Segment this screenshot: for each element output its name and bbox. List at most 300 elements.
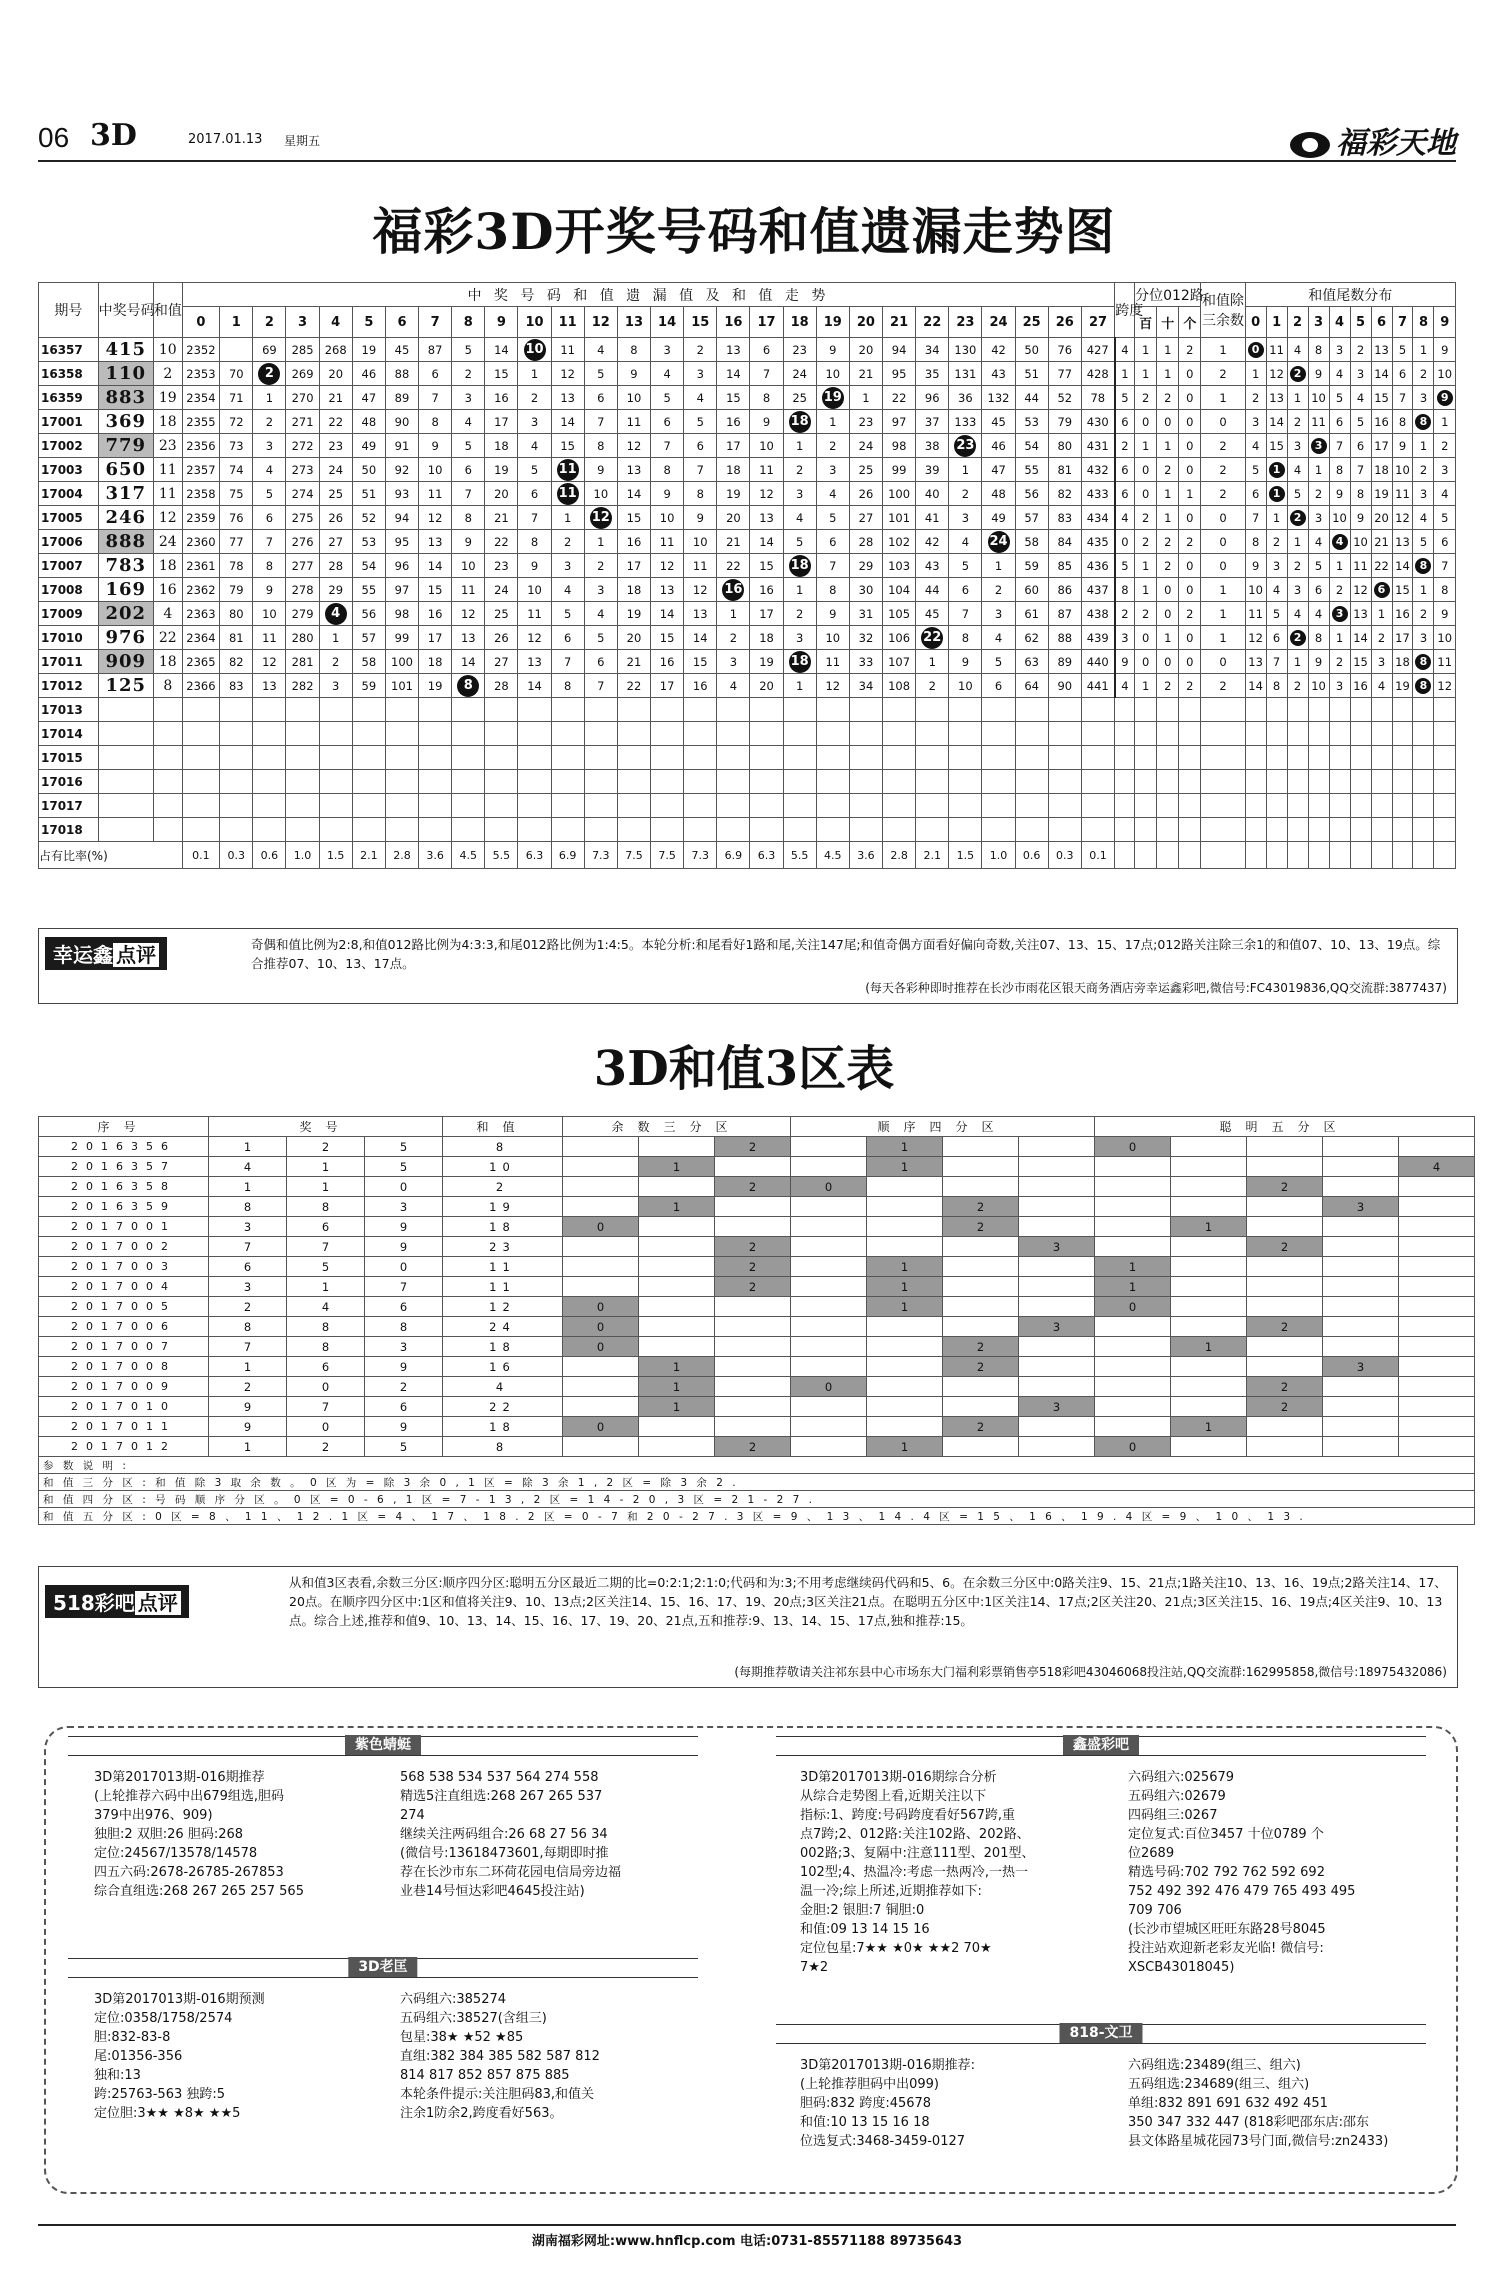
rec-line: 379中出976、909) bbox=[94, 1808, 213, 1823]
tail-cell: 9 bbox=[1329, 482, 1350, 506]
sum-col-header: 24 bbox=[982, 307, 1015, 338]
sum-value: 11 bbox=[153, 458, 182, 482]
sum-cell: 34 bbox=[916, 338, 949, 362]
sum-cell: 11 bbox=[452, 578, 485, 602]
sum-cell: 37 bbox=[916, 410, 949, 434]
sum-cell: 87 bbox=[1048, 602, 1081, 626]
empty-cell bbox=[849, 746, 882, 770]
zone-cell bbox=[639, 1317, 715, 1337]
zone-cell bbox=[943, 1397, 1019, 1417]
empty-cell bbox=[1245, 770, 1266, 794]
empty-cell bbox=[385, 818, 418, 842]
empty-cell bbox=[1329, 818, 1350, 842]
rem-value: 2 bbox=[1201, 362, 1245, 386]
empty-cell bbox=[750, 722, 783, 746]
sum-cell: 7 bbox=[551, 650, 584, 674]
dist-value: 1 bbox=[1179, 482, 1201, 506]
zone-cell: 1 bbox=[867, 1297, 943, 1317]
tail-cell: 2 bbox=[1329, 650, 1350, 674]
empty-cell bbox=[1434, 698, 1456, 722]
sum-cell: 12 bbox=[617, 434, 650, 458]
sum-cell: 3 bbox=[783, 482, 816, 506]
rec-line: 102型;4、热温冷:考虑一热两冷,一热一 bbox=[800, 1865, 1028, 1880]
rec-line: 定位胆:3★★ ★8★ ★★5 bbox=[94, 2106, 241, 2121]
page-title: 福彩3D开奖号码和值遗漏走势图 bbox=[372, 202, 1116, 261]
rec-line: 和值:09 13 14 15 16 bbox=[800, 1922, 930, 1937]
zone-cell: 1 bbox=[867, 1257, 943, 1277]
empty-cell bbox=[1434, 842, 1456, 869]
zone-digit: 6 bbox=[365, 1397, 443, 1417]
span-value: 2 bbox=[1115, 602, 1135, 626]
dist-value: 0 bbox=[1179, 506, 1201, 530]
zone-cell bbox=[1019, 1137, 1095, 1157]
zone-cell bbox=[791, 1357, 867, 1377]
rate-value: 6.9 bbox=[717, 842, 750, 869]
empty-cell bbox=[485, 698, 518, 722]
dist-value: 0 bbox=[1135, 458, 1157, 482]
sum-cell: 9 bbox=[584, 458, 617, 482]
sum-cell: 54 bbox=[352, 554, 385, 578]
tag-b: 点评 bbox=[135, 1591, 181, 1615]
sum-cell: 1 bbox=[717, 602, 750, 626]
sum-cell: 3 bbox=[253, 434, 286, 458]
zone-cell: 2 bbox=[943, 1357, 1019, 1377]
rec-line: 指标:1、跨度:号码跨度看好567跨,重 bbox=[800, 1808, 1015, 1823]
zone-cell bbox=[1399, 1337, 1475, 1357]
sum-col-header: 13 bbox=[617, 307, 650, 338]
empty-cell bbox=[1287, 770, 1308, 794]
sum-cell: 94 bbox=[883, 338, 916, 362]
empty-cell bbox=[849, 770, 882, 794]
sum-cell: 88 bbox=[385, 362, 418, 386]
zone-digit: 6 bbox=[209, 1257, 287, 1277]
zone-cell: 4 bbox=[1399, 1157, 1475, 1177]
rate-value: 3.6 bbox=[849, 842, 882, 869]
rec-line: 3D第2017013期-016期综合分析 bbox=[800, 1770, 997, 1785]
sum-cell: 58 bbox=[1015, 530, 1048, 554]
zone-cell bbox=[791, 1397, 867, 1417]
empty-cell bbox=[1266, 698, 1287, 722]
zone-cell bbox=[639, 1277, 715, 1297]
sum-cell: 275 bbox=[286, 506, 319, 530]
empty-cell bbox=[319, 818, 352, 842]
empty-cell bbox=[319, 698, 352, 722]
dist-value: 2 bbox=[1179, 530, 1201, 554]
empty-cell bbox=[816, 794, 849, 818]
zone-issue: 2016358 bbox=[39, 1177, 209, 1197]
sum-cell: 58 bbox=[352, 650, 385, 674]
zone-cell bbox=[791, 1297, 867, 1317]
zone-cell bbox=[1019, 1197, 1095, 1217]
empty-cell bbox=[1245, 698, 1266, 722]
empty-cell bbox=[485, 794, 518, 818]
box-bar-laokuang bbox=[68, 1958, 698, 1978]
empty-cell bbox=[883, 770, 916, 794]
sum-cell: 42 bbox=[916, 530, 949, 554]
sum-cell: 25 bbox=[485, 602, 518, 626]
zone-cell: 0 bbox=[563, 1317, 639, 1337]
zone-cell bbox=[1095, 1317, 1171, 1337]
empty-cell bbox=[98, 746, 153, 770]
tail-cell bbox=[1371, 578, 1392, 602]
dist-value: 2 bbox=[1135, 506, 1157, 530]
empty-cell bbox=[286, 818, 319, 842]
sum-cell: 48 bbox=[982, 482, 1015, 506]
sum-cell: 7 bbox=[750, 362, 783, 386]
sum-cell: 7 bbox=[584, 674, 617, 698]
empty-cell bbox=[1413, 818, 1434, 842]
zone-cell: 0 bbox=[563, 1297, 639, 1317]
sum-cell: 269 bbox=[286, 362, 319, 386]
zone-issue: 2017007 bbox=[39, 1337, 209, 1357]
tail-cell: 7 bbox=[1350, 458, 1371, 482]
zone-cell: 2 bbox=[715, 1237, 791, 1257]
zone-title: 3D和值3区表 bbox=[593, 1041, 895, 1097]
empty-cell bbox=[617, 818, 650, 842]
sum-cell: 20 bbox=[717, 506, 750, 530]
tail-col-header: 7 bbox=[1392, 307, 1413, 338]
sum-cell: 31 bbox=[849, 602, 882, 626]
zone-digit: 0 bbox=[365, 1177, 443, 1197]
sum-cell: 79 bbox=[1048, 410, 1081, 434]
empty-cell bbox=[1245, 722, 1266, 746]
winning-number: 779 bbox=[98, 434, 153, 458]
zone-issue: 2016357 bbox=[39, 1157, 209, 1177]
dist-value: 2 bbox=[1135, 602, 1157, 626]
sum-cell: 24 bbox=[849, 434, 882, 458]
sum-cell: 10 bbox=[518, 578, 551, 602]
zone-cell bbox=[943, 1137, 1019, 1157]
zone-issue: 2016359 bbox=[39, 1197, 209, 1217]
empty-cell bbox=[1308, 722, 1329, 746]
zone-sum: 23 bbox=[443, 1237, 563, 1257]
rate-value: 7.5 bbox=[651, 842, 684, 869]
dist-value: 1 bbox=[1135, 554, 1157, 578]
sum-cell: 100 bbox=[385, 650, 418, 674]
sum-cell: 8 bbox=[419, 410, 452, 434]
sum-cell: 8 bbox=[750, 386, 783, 410]
dist-value: 2 bbox=[1135, 386, 1157, 410]
sum-cell: 5 bbox=[949, 554, 982, 578]
tail-cell: 5 bbox=[1308, 554, 1329, 578]
zone-cell bbox=[1171, 1257, 1247, 1277]
empty-cell bbox=[783, 770, 816, 794]
sum-cell: 278 bbox=[286, 578, 319, 602]
sum-cell: 8 bbox=[518, 530, 551, 554]
dist-value: 1 bbox=[1157, 338, 1179, 362]
rate-value: 7.3 bbox=[684, 842, 717, 869]
sum-value: 12 bbox=[153, 506, 182, 530]
sum-cell: 4 bbox=[584, 602, 617, 626]
rate-value: 1.5 bbox=[319, 842, 352, 869]
empty-cell bbox=[651, 770, 684, 794]
sum-cell bbox=[949, 434, 982, 458]
span-value: 4 bbox=[1115, 506, 1135, 530]
sum-cell: 5 bbox=[584, 626, 617, 650]
empty-cell bbox=[182, 698, 220, 722]
rate-value: 2.1 bbox=[352, 842, 385, 869]
tail-cell: 4 bbox=[1287, 338, 1308, 362]
sum-cell: 6 bbox=[750, 338, 783, 362]
sum-cell: 5 bbox=[452, 338, 485, 362]
sum-cell: 22 bbox=[717, 554, 750, 578]
comment-text: 奇偶和值比例为2:8,和值012路比例为4:3:3,和尾012路比例为1:4:5。本轮分析:和尾看好1路和尾,关注147尾;和值奇偶方面看好偏向奇数,关注07、13、15、17点;012路关注除三余1的和值07、10、13、19点。综合推荐07、10、13、17点。 bbox=[251, 937, 1441, 971]
dist-value: 0 bbox=[1179, 626, 1201, 650]
empty-cell bbox=[518, 722, 551, 746]
span-value: 4 bbox=[1115, 674, 1135, 698]
sum-cell: 2364 bbox=[182, 626, 220, 650]
sum-cell: 97 bbox=[385, 578, 418, 602]
sum-col-header: 22 bbox=[916, 307, 949, 338]
empty-cell bbox=[1329, 794, 1350, 818]
box-c-right bbox=[400, 1990, 700, 2123]
empty-cell bbox=[253, 794, 286, 818]
rec-line: 业巷14号恒达彩吧4645投注站) bbox=[400, 1884, 585, 1899]
empty-cell bbox=[816, 818, 849, 842]
sum-cell: 7 bbox=[684, 458, 717, 482]
zone-cell bbox=[1171, 1177, 1247, 1197]
sum-cell: 8 bbox=[684, 482, 717, 506]
sum-cell: 12 bbox=[750, 482, 783, 506]
empty-cell bbox=[1135, 722, 1157, 746]
zone-sum: 2 bbox=[443, 1177, 563, 1197]
sum-cell: 22 bbox=[883, 386, 916, 410]
comment-note: (每期推荐敬请关注祁东县中心市场东大门福利彩票销售亭518彩吧43046068投注站,QQ交流群:162995858,微信号:18975432086) bbox=[734, 1665, 1447, 1679]
empty-cell bbox=[220, 818, 253, 842]
zone-cell: 2 bbox=[715, 1437, 791, 1457]
empty-cell bbox=[485, 746, 518, 770]
sum-col-header: 27 bbox=[1081, 307, 1114, 338]
empty-cell bbox=[182, 794, 220, 818]
sum-cell: 16 bbox=[750, 578, 783, 602]
sum-cell: 81 bbox=[1048, 458, 1081, 482]
zone-cell: 0 bbox=[563, 1337, 639, 1357]
box-bar-818 bbox=[776, 2024, 1426, 2044]
tail-cell: 1 bbox=[1287, 386, 1308, 410]
sum-cell: 270 bbox=[286, 386, 319, 410]
sum-cell: 5 bbox=[816, 506, 849, 530]
dist-value: 0 bbox=[1135, 410, 1157, 434]
tag-a: 幸运鑫 bbox=[53, 943, 113, 967]
rec-line: 精选号码:702 792 762 592 692 bbox=[1128, 1865, 1325, 1880]
tail-cell: 5 bbox=[1392, 338, 1413, 362]
zone-cell bbox=[1399, 1317, 1475, 1337]
sum-cell: 3 bbox=[651, 338, 684, 362]
sum-cell: 9 bbox=[684, 506, 717, 530]
rec-line: XSCB43018045) bbox=[1128, 1960, 1235, 1975]
span-value: 6 bbox=[1115, 410, 1135, 434]
empty-cell bbox=[385, 698, 418, 722]
winning-number: 650 bbox=[98, 458, 153, 482]
zone-cell bbox=[639, 1437, 715, 1457]
empty-cell bbox=[1392, 746, 1413, 770]
tail-col-header: 6 bbox=[1371, 307, 1392, 338]
zone-cell: 1 bbox=[1171, 1337, 1247, 1357]
tail-cell: 11 bbox=[1308, 410, 1329, 434]
tail-cell: 10 bbox=[1245, 578, 1266, 602]
tail-cell: 4 bbox=[1287, 602, 1308, 626]
sum-cell: 18 bbox=[617, 578, 650, 602]
sum-cell: 85 bbox=[1048, 554, 1081, 578]
empty-cell bbox=[1392, 794, 1413, 818]
tail-cell: 6 bbox=[1392, 362, 1413, 386]
tail-cell: 13 bbox=[1350, 602, 1371, 626]
sum-cell: 16 bbox=[485, 386, 518, 410]
empty-cell bbox=[1015, 722, 1048, 746]
empty-cell bbox=[651, 698, 684, 722]
sum-cell: 30 bbox=[849, 578, 882, 602]
empty-cell bbox=[286, 746, 319, 770]
empty-cell bbox=[153, 722, 182, 746]
span-value: 5 bbox=[1115, 386, 1135, 410]
sum-col-header: 18 bbox=[783, 307, 816, 338]
sum-cell: 26 bbox=[849, 482, 882, 506]
empty-cell bbox=[717, 818, 750, 842]
dist-value: 0 bbox=[1135, 650, 1157, 674]
sum-cell: 13 bbox=[419, 530, 452, 554]
rate-value: 0.6 bbox=[253, 842, 286, 869]
zone-issue: 2017009 bbox=[39, 1377, 209, 1397]
sum-cell: 17 bbox=[617, 554, 650, 578]
sum-cell: 59 bbox=[1015, 554, 1048, 578]
sum-cell: 12 bbox=[452, 602, 485, 626]
zone-digit: 2 bbox=[209, 1297, 287, 1317]
zone-cell bbox=[943, 1317, 1019, 1337]
tail-cell bbox=[1308, 434, 1329, 458]
empty-cell bbox=[153, 794, 182, 818]
sum-cell: 2 bbox=[584, 554, 617, 578]
empty-cell bbox=[452, 818, 485, 842]
rec-line: 本轮条件提示:关注胆码83,和值关 bbox=[400, 2087, 595, 2102]
sum-cell: 17 bbox=[419, 626, 452, 650]
empty-cell bbox=[1308, 770, 1329, 794]
sum-col-header: 23 bbox=[949, 307, 982, 338]
sum-cell: 2 bbox=[783, 602, 816, 626]
empty-cell bbox=[419, 794, 452, 818]
sum-cell: 7 bbox=[452, 482, 485, 506]
empty-cell bbox=[153, 698, 182, 722]
sum-cell: 9 bbox=[419, 434, 452, 458]
zone-sum: 11 bbox=[443, 1257, 563, 1277]
tail-cell: 2 bbox=[1287, 674, 1308, 698]
tail-cell: 1 bbox=[1434, 410, 1456, 434]
zone-digit: 2 bbox=[209, 1377, 287, 1397]
empty-cell bbox=[1371, 722, 1392, 746]
tail-cell: 7 bbox=[1434, 554, 1456, 578]
winning-number: 883 bbox=[98, 386, 153, 410]
empty-cell bbox=[452, 770, 485, 794]
sum-cell: 15 bbox=[551, 434, 584, 458]
sum-value: 19 bbox=[153, 386, 182, 410]
zone-table bbox=[38, 1116, 1475, 1525]
zone-cell bbox=[791, 1437, 867, 1457]
sum-cell: 11 bbox=[651, 530, 684, 554]
zone-row bbox=[39, 1137, 1475, 1157]
sum-cell: 285 bbox=[286, 338, 319, 362]
sum-cell: 60 bbox=[1015, 578, 1048, 602]
empty-cell bbox=[783, 698, 816, 722]
sum-cell: 280 bbox=[286, 626, 319, 650]
zone-cell bbox=[1399, 1197, 1475, 1217]
sum-cell: 55 bbox=[1015, 458, 1048, 482]
issue-id: 17002 bbox=[39, 434, 99, 458]
tail-cell: 11 bbox=[1392, 482, 1413, 506]
sum-cell: 10 bbox=[684, 530, 717, 554]
sum-cell: 279 bbox=[286, 602, 319, 626]
rec-line: 四码组三:0267 bbox=[1128, 1808, 1218, 1823]
sum-col-header: 12 bbox=[584, 307, 617, 338]
sum-cell: 55 bbox=[352, 578, 385, 602]
sum-cell: 99 bbox=[883, 458, 916, 482]
sum-cell: 18 bbox=[717, 458, 750, 482]
empty-cell bbox=[220, 746, 253, 770]
tail-cell: 4 bbox=[1413, 506, 1434, 530]
empty-cell bbox=[1201, 770, 1245, 794]
sum-cell: 6 bbox=[684, 434, 717, 458]
sum-cell: 52 bbox=[1048, 386, 1081, 410]
tail-cell: 5 bbox=[1266, 602, 1287, 626]
sum-cell: 14 bbox=[419, 554, 452, 578]
zone-digit: 3 bbox=[365, 1197, 443, 1217]
zone-cell bbox=[1171, 1197, 1247, 1217]
empty-cell bbox=[1245, 746, 1266, 770]
sum-cell: 2 bbox=[253, 410, 286, 434]
sum-cell: 91 bbox=[385, 434, 418, 458]
zone-cell bbox=[1095, 1417, 1171, 1437]
hit-ball: 4 bbox=[325, 603, 347, 625]
sum-col-header: 11 bbox=[551, 307, 584, 338]
zone-cell: 2 bbox=[943, 1197, 1019, 1217]
zone-cell bbox=[1095, 1377, 1171, 1397]
sum-cell: 10 bbox=[253, 602, 286, 626]
sum-cell: 6 bbox=[452, 458, 485, 482]
zone-cell: 1 bbox=[867, 1137, 943, 1157]
empty-cell bbox=[1245, 842, 1266, 869]
empty-cell bbox=[717, 770, 750, 794]
tail-cell: 15 bbox=[1266, 434, 1287, 458]
rem-value: 0 bbox=[1201, 410, 1245, 434]
empty-cell bbox=[617, 746, 650, 770]
empty-cell bbox=[916, 698, 949, 722]
zone-issue: 2017001 bbox=[39, 1217, 209, 1237]
trend-row bbox=[39, 458, 1456, 482]
tail-cell: 5 bbox=[1245, 458, 1266, 482]
empty-cell bbox=[1115, 794, 1135, 818]
empty-cell bbox=[1413, 842, 1434, 869]
sum-cell: 2366 bbox=[182, 674, 220, 698]
rec-line: 点7跨;2、012路:关注102路、202路、 bbox=[800, 1827, 1030, 1842]
sum-cell: 49 bbox=[352, 434, 385, 458]
sum-cell: 15 bbox=[750, 554, 783, 578]
zone-cell bbox=[1171, 1317, 1247, 1337]
sum-cell: 35 bbox=[916, 362, 949, 386]
dist-value: 1 bbox=[1135, 338, 1157, 362]
zone-sum: 18 bbox=[443, 1217, 563, 1237]
dist-value: 0 bbox=[1157, 410, 1179, 434]
issue-id: 17010 bbox=[39, 626, 99, 650]
tail-cell: 6 bbox=[1434, 530, 1456, 554]
sum-cell: 24 bbox=[319, 458, 352, 482]
empty-cell bbox=[982, 722, 1015, 746]
zone-cell: 2 bbox=[715, 1277, 791, 1297]
zone-cell bbox=[1399, 1297, 1475, 1317]
issue-id: 17011 bbox=[39, 650, 99, 674]
dist-value: 2 bbox=[1135, 530, 1157, 554]
tail-cell: 10 bbox=[1434, 626, 1456, 650]
zone-cell bbox=[715, 1317, 791, 1337]
tail-cell: 12 bbox=[1434, 674, 1456, 698]
sum-cell: 16 bbox=[684, 674, 717, 698]
